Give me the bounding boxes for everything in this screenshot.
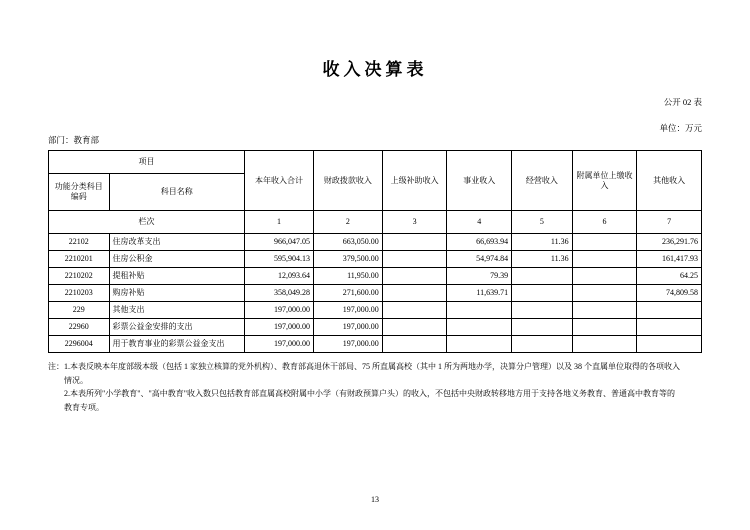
cell-value-3	[382, 251, 447, 268]
cell-value-5: 11.36	[512, 251, 573, 268]
cell-value-3	[382, 285, 447, 302]
cell-value-7	[637, 319, 702, 336]
header-col-7: 其他收入	[637, 151, 702, 211]
header-row-label: 栏次	[49, 211, 245, 234]
table-row	[49, 234, 702, 251]
table-notes	[48, 360, 702, 414]
table-row	[49, 268, 702, 285]
cell-value-4	[447, 319, 512, 336]
cell-func-class-code: 2296004	[49, 336, 110, 353]
cell-value-7	[637, 336, 702, 353]
cell-value-6	[572, 302, 637, 319]
cell-value-1: 358,049.28	[245, 285, 314, 302]
cell-value-2: 197,000.00	[313, 302, 382, 319]
page-number: 13	[371, 495, 379, 504]
cell-value-2: 197,000.00	[313, 336, 382, 353]
header-num-2: 2	[313, 211, 382, 234]
cell-value-7: 236,291.76	[637, 234, 702, 251]
table-row	[49, 285, 702, 302]
table-row	[49, 319, 702, 336]
header-subject-name: 科目名称	[109, 174, 245, 211]
unit-label: 单位：万元	[659, 122, 702, 133]
cell-value-5	[512, 268, 573, 285]
cell-value-1: 197,000.00	[245, 319, 314, 336]
table-row	[49, 336, 702, 353]
cell-value-1: 197,000.00	[245, 336, 314, 353]
header-col-5: 经营收入	[512, 151, 573, 211]
cell-subject-name: 用于教育事业的彩票公益金支出	[109, 336, 245, 353]
income-final-accounts-table	[48, 150, 702, 353]
cell-subject-name: 住房公积金	[109, 251, 245, 268]
note-line-1: 注：1.本表反映本年度部级本级（包括 1 家独立核算的党外机构）、教育部高退休干部局、75 所直属高校（其中 1 所为两地办学，决算分户管理）以及 38 个直属单位取得的各项收入	[48, 362, 680, 372]
cell-value-2: 197,000.00	[313, 319, 382, 336]
cell-subject-name: 购房补贴	[109, 285, 245, 302]
cell-value-5	[512, 302, 573, 319]
cell-func-class-code: 2210201	[49, 251, 110, 268]
cell-value-6	[572, 234, 637, 251]
cell-value-6	[572, 268, 637, 285]
department-label: 部门：教育部	[48, 134, 100, 145]
header-col-3: 上级补助收入	[382, 151, 447, 211]
header-num-1: 1	[245, 211, 314, 234]
cell-value-2: 271,600.00	[313, 285, 382, 302]
cell-value-7: 74,809.58	[637, 285, 702, 302]
meta-row	[48, 122, 702, 148]
header-num-3: 3	[382, 211, 447, 234]
cell-value-2: 379,500.00	[313, 251, 382, 268]
cell-value-5	[512, 336, 573, 353]
note-line-2: 2.本表所列"小学教育"、"高中教育"收入数只包括教育部直属高校附属中小学（有财政预算户头）的收入，不包括中央财政转移地方用于支持各地义务教育、普通高中教育等的	[64, 389, 676, 399]
cell-value-6	[572, 285, 637, 302]
cell-func-class-code: 22102	[49, 234, 110, 251]
cell-value-4: 79.39	[447, 268, 512, 285]
cell-func-class-code: 2210203	[49, 285, 110, 302]
header-col-6: 附属单位上缴收入	[572, 151, 637, 211]
cell-func-class-code: 229	[49, 302, 110, 319]
table-body	[49, 234, 702, 353]
table-row	[49, 302, 702, 319]
cell-value-7: 161,417.93	[637, 251, 702, 268]
header-col-1: 本年收入合计	[245, 151, 314, 211]
header-num-6: 6	[572, 211, 637, 234]
cell-value-4	[447, 336, 512, 353]
header-num-5: 5	[512, 211, 573, 234]
cell-subject-name: 住房改革支出	[109, 234, 245, 251]
cell-value-4: 54,974.84	[447, 251, 512, 268]
page-title: 收入决算表	[322, 60, 428, 79]
cell-value-1: 966,047.05	[245, 234, 314, 251]
cell-value-4: 11,639.71	[447, 285, 512, 302]
cell-value-3	[382, 268, 447, 285]
cell-subject-name: 其他支出	[109, 302, 245, 319]
cell-subject-name: 提租补贴	[109, 268, 245, 285]
cell-value-1: 197,000.00	[245, 302, 314, 319]
header-num-7: 7	[637, 211, 702, 234]
cell-value-5	[512, 319, 573, 336]
cell-value-1: 595,904.13	[245, 251, 314, 268]
cell-value-2: 663,050.00	[313, 234, 382, 251]
table-row	[49, 251, 702, 268]
cell-value-5	[512, 285, 573, 302]
header-item-group: 项目	[49, 151, 245, 174]
note-line-1b: 情况。	[64, 375, 88, 385]
cell-value-1: 12,093.64	[245, 268, 314, 285]
header-col-2: 财政拨款收入	[313, 151, 382, 211]
cell-value-4: 66,693.94	[447, 234, 512, 251]
public-code: 公开 02 表	[663, 97, 702, 107]
cell-value-3	[382, 302, 447, 319]
note-line-2b: 教育专项。	[64, 402, 104, 412]
cell-value-3	[382, 336, 447, 353]
cell-func-class-code: 2210202	[49, 268, 110, 285]
cell-value-6	[572, 251, 637, 268]
header-col-4: 事业收入	[447, 151, 512, 211]
cell-func-class-code: 22960	[49, 319, 110, 336]
header-func-class-code: 功能分类科目编码	[49, 174, 110, 211]
cell-value-7: 64.25	[637, 268, 702, 285]
header-num-4: 4	[447, 211, 512, 234]
cell-value-3	[382, 319, 447, 336]
cell-value-6	[572, 336, 637, 353]
cell-value-6	[572, 319, 637, 336]
cell-value-4	[447, 302, 512, 319]
cell-value-5: 11.36	[512, 234, 573, 251]
cell-value-2: 11,950.00	[313, 268, 382, 285]
cell-value-7	[637, 302, 702, 319]
cell-value-3	[382, 234, 447, 251]
cell-subject-name: 彩票公益金安排的支出	[109, 319, 245, 336]
